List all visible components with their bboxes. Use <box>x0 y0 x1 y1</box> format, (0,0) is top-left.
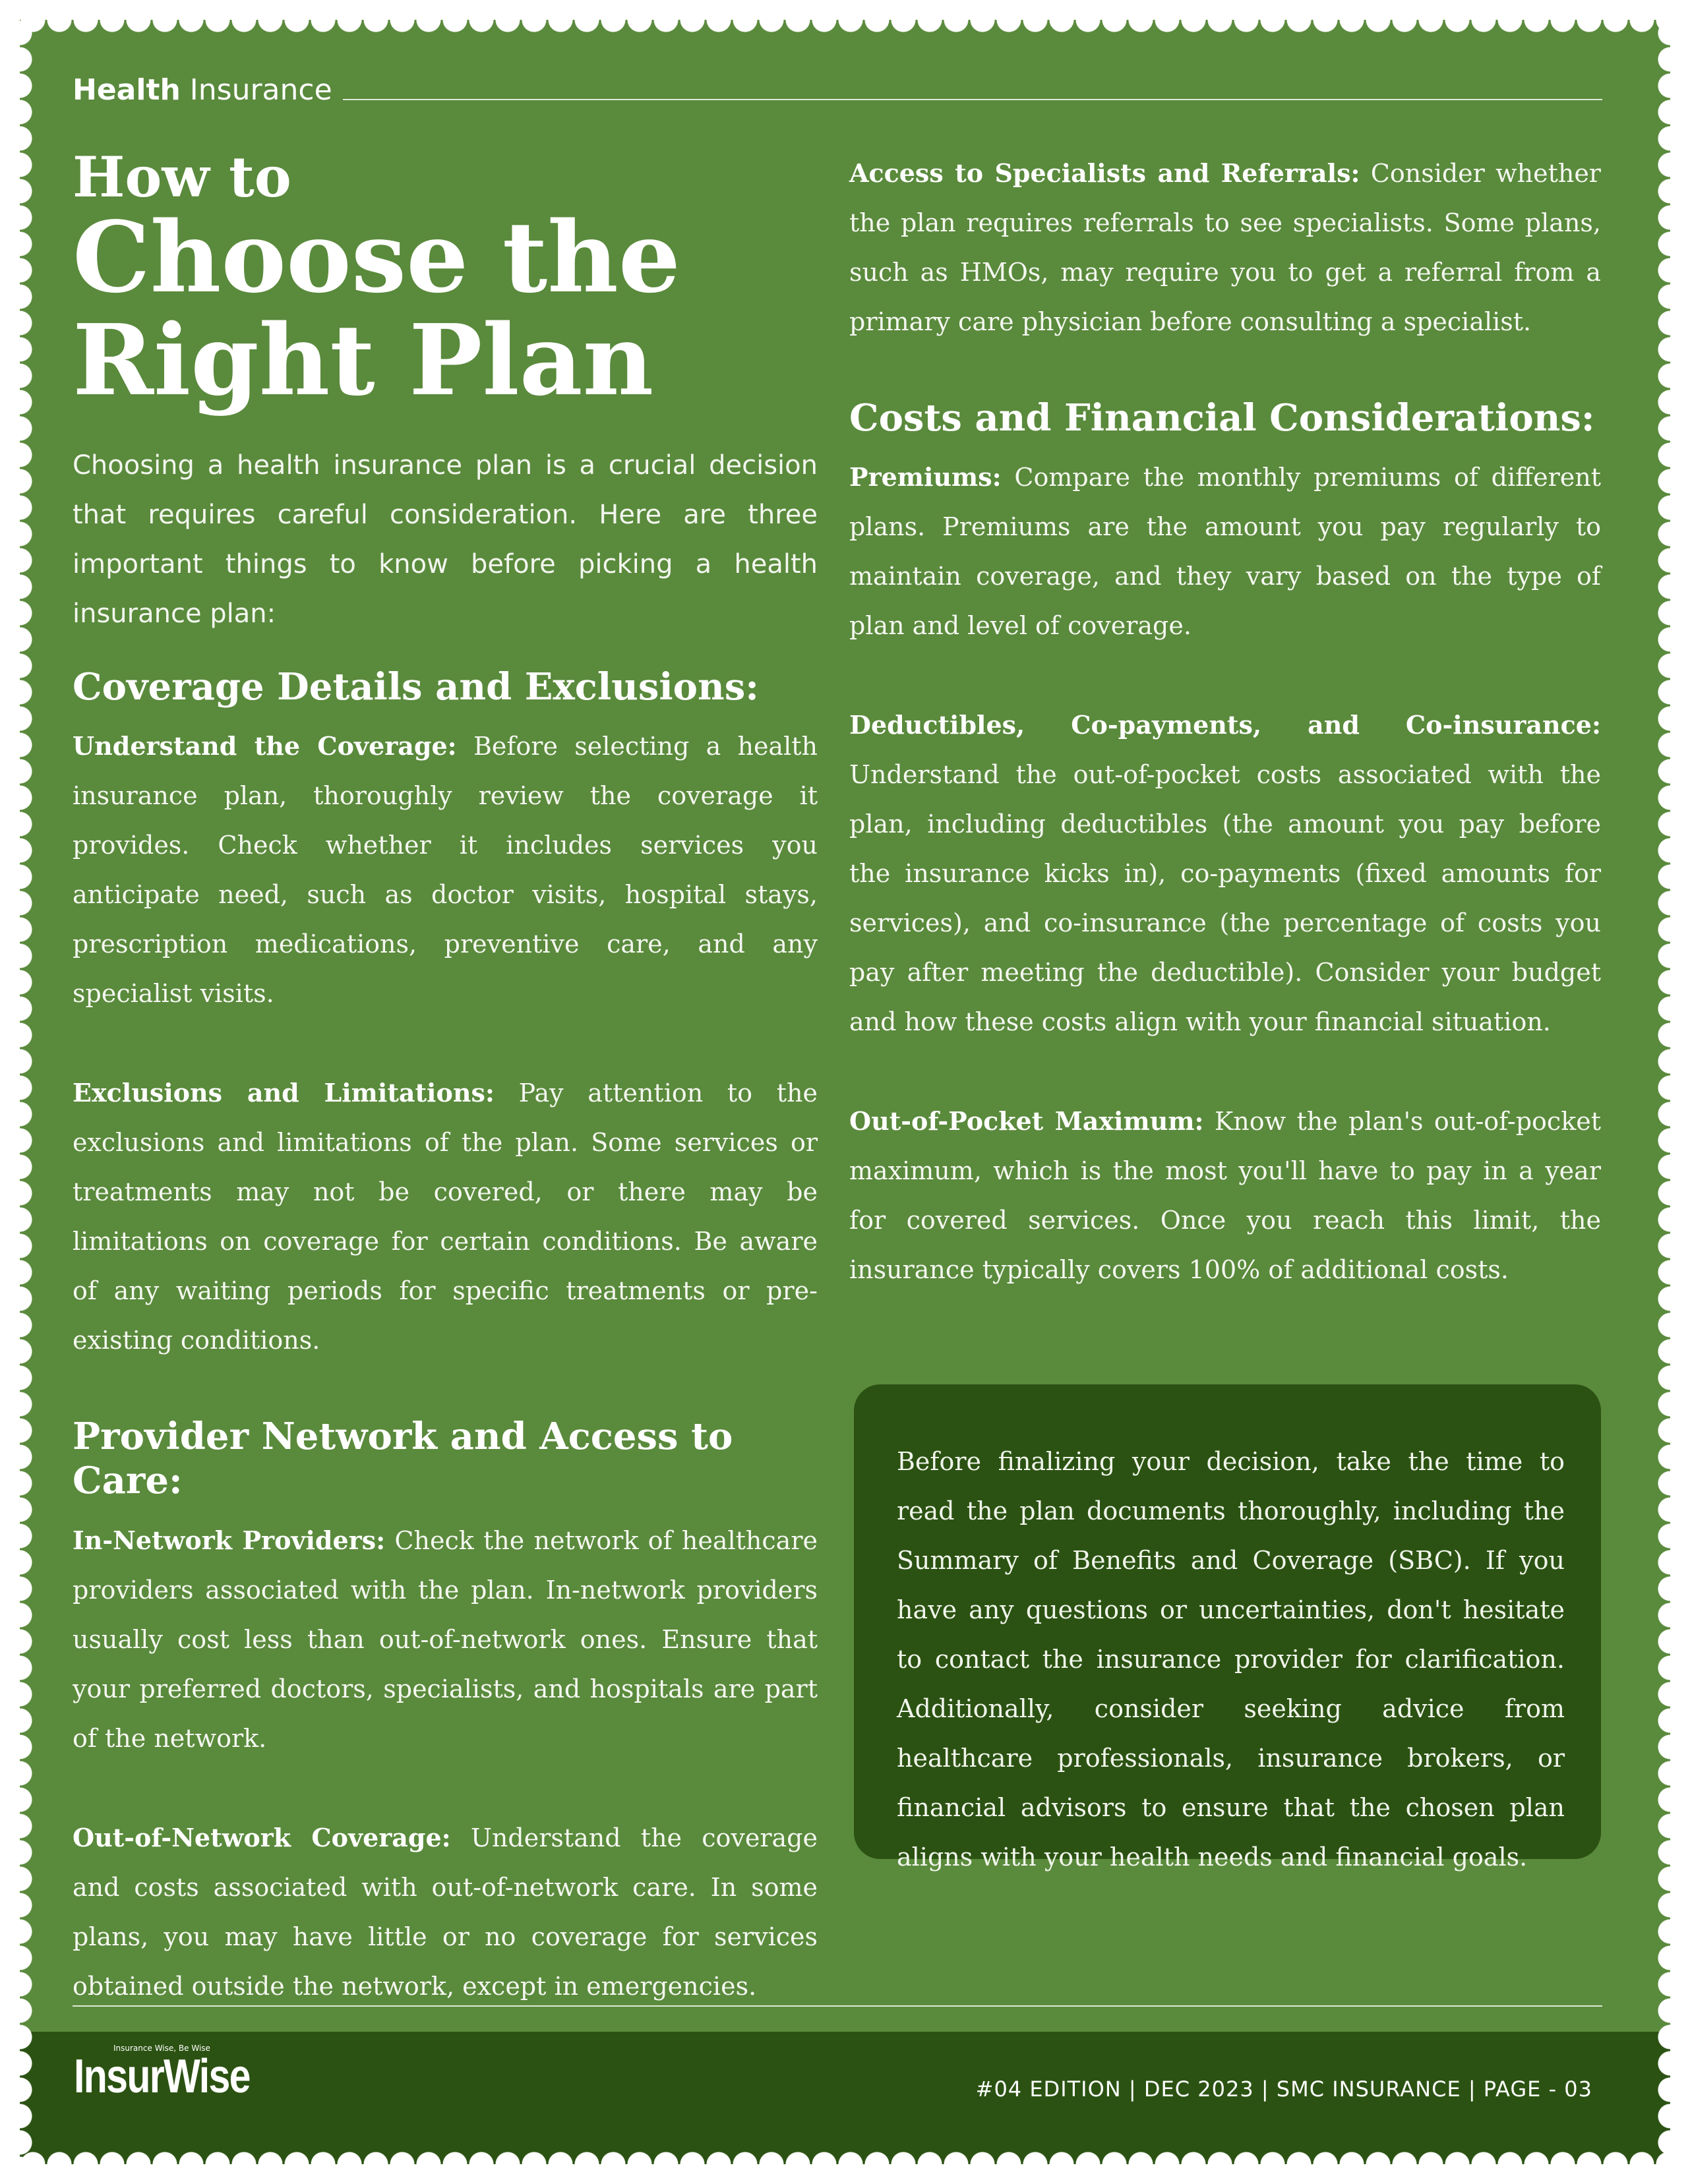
advice-callout-box <box>854 1384 1601 1872</box>
deductibles-paragraph <box>849 700 1601 1047</box>
logo-tagline: Insurance Wise, Be Wise <box>113 2044 210 2053</box>
premiums-lead: Premiums: <box>849 462 1002 492</box>
oop-max-lead: Out-of-Pocket Maximum: <box>849 1106 1204 1136</box>
scalloped-border-top <box>20 20 1670 46</box>
scalloped-border-right <box>1644 20 1670 2164</box>
costs-heading: Costs and Financial Considerations: <box>849 396 1595 440</box>
section-label <box>73 61 1602 107</box>
in-network-text: Check the network of healthcare providers associated with the plan. In-network providers usually cost less than out-of-network ones. Ensure that your preferred doctors, specialists, and hospitals are part of the network. <box>73 1525 818 1753</box>
logo-name: InsurWise <box>74 2050 250 2103</box>
coverage-lead: Understand the Coverage: <box>73 731 457 761</box>
out-of-network-lead: Out-of-Network Coverage: <box>73 1822 451 1852</box>
deductibles-text: Understand the out-of-pocket costs associated with the plan, including deductibles (the amount you pay before the insurance kicks in), co-payments (fixed amounts for services), and co-insurance (the percentage of costs you pay after meeting the deductible). Consider your budget and how these costs align with your financial situation. <box>849 760 1601 1037</box>
in-network-paragraph <box>73 1516 818 1763</box>
advice-callout-text: Before finalizing your decision, take the time to read the plan documents thoroughly, including the Summary of Benefits and Coverage (SBC). If you have any questions or uncertainties, don't hesitate to contact the insurance provider for clarification. Additionally, consider seeking advice from healthcare professionals, insurance brokers, or financial advisors to ensure that the chosen plan aligns with your health needs and financial goals. <box>897 1447 1565 1872</box>
specialists-lead: Access to Specialists and Referrals: <box>849 158 1360 188</box>
exclusions-paragraph <box>73 1068 818 1365</box>
premiums-paragraph <box>849 452 1601 651</box>
premiums-text: Compare the monthly premiums of different plans. Premiums are the amount you pay regularly to maintain coverage, and they vary based on the type of plan and level of coverage. <box>849 463 1601 641</box>
coverage-heading: Coverage Details and Exclusions: <box>73 664 759 709</box>
oop-max-text: Know the plan's out-of-pocket maximum, which is the most you'll have to pay in a year for covered services. Once you reach this limit, the insurance typically covers 100% of additional costs. <box>849 1107 1601 1285</box>
network-heading: Provider Network and Access to Care: <box>73 1415 733 1503</box>
oop-max-paragraph <box>849 1096 1601 1295</box>
scalloped-border-bottom <box>20 2138 1670 2164</box>
section-label-regular: Insurance <box>189 73 332 107</box>
title-kicker: How to <box>73 144 291 210</box>
left-column <box>73 144 818 2061</box>
coverage-paragraph <box>73 721 818 1018</box>
out-of-network-paragraph <box>73 1813 818 2011</box>
in-network-lead: In-Network Providers: <box>73 1525 386 1555</box>
out-of-network-text: Understand the coverage and costs associated with out-of-network care. In some plans, you may have little or no coverage for services obtained outside the network, except in emergencies. <box>73 1823 818 2001</box>
coverage-text: Before selecting a health insurance plan, thoroughly review the coverage it provides. Check whether it includes services you anticipate need, such as doctor visits, hospital stays, prescription medications, preventive care, and any specialist visits. <box>73 732 818 1009</box>
insurwise-logo <box>74 2044 288 2103</box>
edition-info: #04 EDITION | DEC 2023 | SMC INSURANCE | PAGE - 03 <box>975 2077 1592 2102</box>
scalloped-border-left <box>20 20 46 2164</box>
intro-paragraph: Choosing a health insurance plan is a crucial decision that requires careful consideration. Here are three important things to know before picking a health insurance plan: <box>73 450 818 629</box>
header-rule <box>343 99 1602 100</box>
page-title: Choose the Right Plan <box>73 200 680 417</box>
deductibles-lead: Deductibles, Co-payments, and Co-insurance: <box>849 710 1601 740</box>
section-label-bold: Health <box>73 73 181 107</box>
exclusions-text: Pay attention to the exclusions and limitations of the plan. Some services or treatments may not be covered, or there may be limitations on coverage for certain conditions. Be aware of any waiting periods for specific treatments or pre-existing conditions. <box>73 1078 818 1355</box>
right-column <box>849 148 1601 1344</box>
footer-rule <box>73 2005 1602 2007</box>
exclusions-lead: Exclusions and Limitations: <box>73 1078 495 1108</box>
specialists-text: Consider whether the plan requires referrals to see specialists. Some plans, such as HMOs, may require you to get a referral from a primary care physician before consulting a specialist. <box>849 159 1601 336</box>
specialists-paragraph <box>849 148 1601 347</box>
